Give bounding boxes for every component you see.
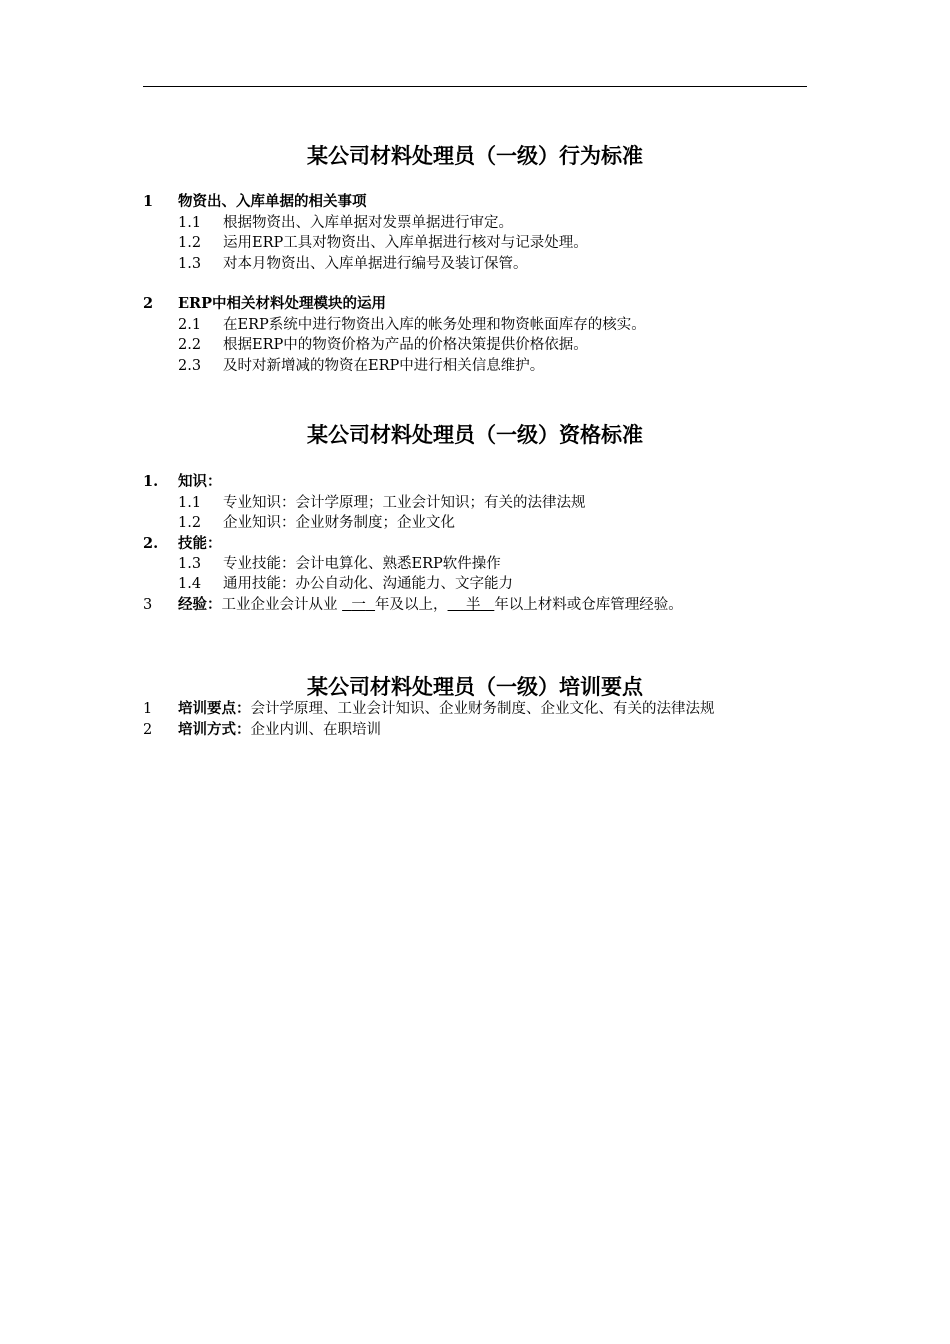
- sub-item-text: 对本月物资出、入库单据进行编号及装订保管。: [223, 256, 528, 272]
- sub-item-text: 企业知识：企业财务制度；企业文化: [223, 515, 455, 531]
- sub-item-number: 1.3: [178, 256, 202, 272]
- sub-item-number: 2.3: [178, 358, 202, 374]
- item-heading: 技能：: [178, 535, 222, 552]
- experience-text-b: 年及以上，: [375, 597, 448, 613]
- sub-item-number: 1.4: [178, 576, 202, 592]
- training-text: 会计学原理、工业会计知识、企业财务制度、企业文化、有关的法律法规: [250, 701, 715, 717]
- experience-text: [178, 595, 683, 615]
- sub-item-text: 专业技能：会计电算化、熟悉ERP软件操作: [223, 556, 501, 572]
- sub-item-number: 1.2: [178, 235, 202, 251]
- sub-item-text: 通用技能：办公自动化、沟通能力、文字能力: [223, 576, 513, 592]
- experience-blank-half: 半: [465, 597, 481, 613]
- experience-text-a: 工业企业会计从业: [221, 597, 338, 613]
- header-rule: [143, 86, 807, 87]
- item-number: 1: [143, 193, 154, 210]
- section-title-behavior-standard: 某公司材料处理员（一级）行为标准: [307, 143, 643, 168]
- sub-item-number: 1.1: [178, 495, 202, 511]
- experience-text-c: 年以上材料或仓库管理经验。: [494, 597, 683, 613]
- item-number: 1: [143, 701, 153, 717]
- experience-blank-years: 一: [351, 597, 366, 613]
- sub-item-number: 1.3: [178, 556, 202, 572]
- training-label: 培训方式：: [178, 721, 251, 738]
- item-heading: 知识：: [178, 473, 222, 490]
- item-number: 1.: [143, 473, 159, 490]
- item-heading: 物资出、入库单据的相关事项: [178, 193, 367, 210]
- sub-item-text: 根据物资出、入库单据对发票单据进行审定。: [223, 215, 513, 231]
- item-number: 2: [143, 722, 153, 738]
- item-number: 3: [143, 597, 153, 613]
- sub-item-text: 根据ERP中的物资价格为产品的价格决策提供价格依据。: [223, 337, 588, 353]
- sub-item-number: 2.2: [178, 337, 202, 353]
- training-label: 培训要点：: [178, 700, 251, 717]
- sub-item-text: 专业知识：会计学原理；工业会计知识；有关的法律法规: [223, 495, 586, 511]
- sub-item-number: 1.2: [178, 515, 202, 531]
- section-title-training-points: 某公司材料处理员（一级）培训要点: [307, 674, 643, 699]
- item-number: 2: [143, 295, 154, 312]
- sub-item-number: 1.1: [178, 215, 202, 231]
- experience-label: 经验：: [178, 596, 222, 613]
- sub-item-text: 及时对新增减的物资在ERP中进行相关信息维护。: [223, 358, 545, 374]
- sub-item-number: 2.1: [178, 317, 202, 333]
- sub-item-text: 运用ERP工具对物资出、入库单据进行核对与记录处理。: [223, 235, 588, 251]
- item-number: 2.: [143, 535, 159, 552]
- section-title-qualification-standard: 某公司材料处理员（一级）资格标准: [307, 422, 643, 447]
- sub-item-text: 在ERP系统中进行物资出入库的帐务处理和物资帐面库存的核实。: [223, 317, 646, 333]
- item-heading: ERP中相关材料处理模块的运用: [178, 295, 387, 312]
- training-text: 企业内训、在职培训: [250, 722, 381, 738]
